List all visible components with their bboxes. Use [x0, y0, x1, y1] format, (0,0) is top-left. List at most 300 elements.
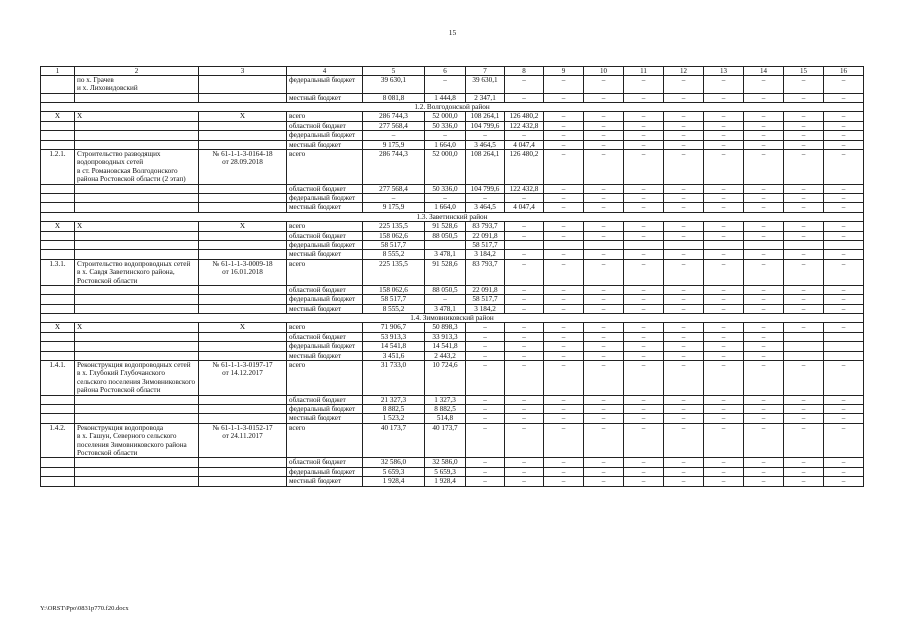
funding-source: всего: [287, 150, 363, 185]
value-cell: –: [824, 414, 864, 423]
expertise-conclusion: № 61-1-1-3-0009-18 от 16.01.2018: [199, 259, 287, 285]
value-cell: –: [824, 323, 864, 332]
value-cell: –: [664, 150, 704, 185]
object-name: по х. Грачев и х. Лиховидовский: [75, 76, 199, 94]
value-cell: –: [544, 76, 584, 94]
value-cell: –: [664, 93, 704, 102]
value-cell: –: [624, 285, 664, 294]
value-cell: –: [704, 140, 744, 149]
value-cell: [824, 332, 864, 341]
value-cell: –: [704, 231, 744, 240]
value-cell: [664, 240, 704, 249]
value-cell: –: [824, 405, 864, 414]
value-cell: –: [784, 423, 824, 458]
funding-source: всего: [287, 360, 363, 395]
value-cell: 50 336,0: [425, 121, 466, 130]
table-row: [41, 323, 864, 332]
column-header: 4: [287, 67, 363, 76]
value-cell: –: [784, 458, 824, 467]
value-cell: –: [584, 231, 624, 240]
value-cell: –: [664, 121, 704, 130]
table-row: [41, 477, 864, 486]
column-header: 13: [704, 67, 744, 76]
value-cell: 8 882,5: [363, 405, 425, 414]
value-cell: –: [824, 131, 864, 140]
value-cell: 53 913,3: [363, 332, 425, 341]
value-cell: –: [466, 332, 505, 341]
value-cell: –: [544, 140, 584, 149]
value-cell: –: [824, 259, 864, 285]
value-cell: 71 906,7: [363, 323, 425, 332]
value-cell: –: [704, 323, 744, 332]
value-cell: 83 793,7: [466, 222, 505, 231]
object-name: [75, 231, 199, 240]
value-cell: 126 480,2: [505, 112, 544, 121]
value-cell: –: [466, 467, 505, 476]
table-row: [41, 342, 864, 351]
value-cell: –: [624, 342, 664, 351]
value-cell: –: [584, 458, 624, 467]
value-cell: –: [824, 231, 864, 240]
value-cell: –: [784, 477, 824, 486]
value-cell: 3 478,1: [425, 250, 466, 259]
value-cell: –: [624, 467, 664, 476]
item-number: [41, 131, 75, 140]
column-header: 14: [744, 67, 784, 76]
value-cell: –: [744, 140, 784, 149]
value-cell: 277 568,4: [363, 184, 425, 193]
value-cell: –: [744, 342, 784, 351]
value-cell: –: [784, 231, 824, 240]
funding-source: всего: [287, 323, 363, 332]
table-row: [41, 222, 864, 231]
value-cell: –: [624, 150, 664, 185]
value-cell: –: [466, 395, 505, 404]
value-cell: –: [624, 423, 664, 458]
value-cell: –: [704, 259, 744, 285]
value-cell: –: [505, 342, 544, 351]
value-cell: –: [704, 93, 744, 102]
funding-source: местный бюджет: [287, 250, 363, 259]
value-cell: –: [744, 93, 784, 102]
funding-source: всего: [287, 259, 363, 285]
value-cell: –: [544, 360, 584, 395]
value-cell: –: [824, 203, 864, 212]
value-cell: [784, 332, 824, 341]
value-cell: –: [704, 295, 744, 304]
object-name: [75, 184, 199, 193]
expertise-conclusion: [199, 231, 287, 240]
item-number: [41, 351, 75, 360]
value-cell: –: [744, 423, 784, 458]
item-number: [41, 477, 75, 486]
value-cell: –: [466, 405, 505, 414]
value-cell: –: [624, 131, 664, 140]
value-cell: –: [505, 285, 544, 294]
value-cell: –: [584, 332, 624, 341]
value-cell: –: [784, 405, 824, 414]
value-cell: 22 091,8: [466, 231, 505, 240]
expertise-conclusion: X: [199, 112, 287, 121]
value-cell: 104 799,6: [466, 184, 505, 193]
table-row: [41, 203, 864, 212]
value-cell: –: [363, 194, 425, 203]
value-cell: –: [624, 184, 664, 193]
object-name: [75, 304, 199, 313]
value-cell: [784, 351, 824, 360]
column-header: 5: [363, 67, 425, 76]
value-cell: –: [624, 259, 664, 285]
value-cell: –: [784, 259, 824, 285]
value-cell: –: [505, 295, 544, 304]
funding-source: областной бюджет: [287, 184, 363, 193]
value-cell: 40 173,7: [363, 423, 425, 458]
footer-path: Y:\ORST\Ppo\0831p770.f20.docx: [40, 605, 129, 612]
table-row: [41, 76, 864, 94]
item-number: [41, 467, 75, 476]
value-cell: 88 050,5: [425, 231, 466, 240]
section-heading: 1.3. Заветинский район: [41, 212, 864, 221]
value-cell: 8 555,2: [363, 304, 425, 313]
value-cell: –: [704, 131, 744, 140]
value-cell: –: [624, 332, 664, 341]
value-cell: –: [624, 405, 664, 414]
object-name: [75, 295, 199, 304]
funding-source: федеральный бюджет: [287, 76, 363, 94]
value-cell: –: [624, 140, 664, 149]
section-heading: 1.2. Волгодонской район: [41, 103, 864, 112]
table-row: [41, 259, 864, 285]
value-cell: –: [584, 184, 624, 193]
value-cell: 9 175,9: [363, 140, 425, 149]
value-cell: –: [584, 93, 624, 102]
item-number: [41, 250, 75, 259]
value-cell: 1 444,8: [425, 93, 466, 102]
value-cell: –: [704, 194, 744, 203]
value-cell: 91 528,6: [425, 222, 466, 231]
value-cell: –: [824, 222, 864, 231]
expertise-conclusion: [199, 304, 287, 313]
value-cell: –: [544, 231, 584, 240]
value-cell: [824, 342, 864, 351]
value-cell: –: [624, 360, 664, 395]
value-cell: –: [704, 351, 744, 360]
table-row: [41, 295, 864, 304]
value-cell: –: [784, 184, 824, 193]
value-cell: –: [704, 342, 744, 351]
value-cell: –: [584, 405, 624, 414]
value-cell: –: [624, 351, 664, 360]
value-cell: –: [584, 285, 624, 294]
value-cell: –: [544, 295, 584, 304]
item-number: [41, 184, 75, 193]
value-cell: 58 517,7: [466, 240, 505, 249]
value-cell: 32 586,0: [425, 458, 466, 467]
object-name: [75, 342, 199, 351]
value-cell: –: [544, 250, 584, 259]
value-cell: –: [704, 203, 744, 212]
value-cell: –: [363, 131, 425, 140]
item-number: 1.4.2.: [41, 423, 75, 458]
value-cell: –: [584, 259, 624, 285]
item-number: [41, 414, 75, 423]
value-cell: –: [744, 323, 784, 332]
object-name: X: [75, 112, 199, 121]
column-header: 8: [505, 67, 544, 76]
value-cell: –: [544, 194, 584, 203]
value-cell: –: [505, 458, 544, 467]
value-cell: 8 882,5: [425, 405, 466, 414]
item-number: [41, 76, 75, 94]
table-row: [41, 240, 864, 249]
table-row: [41, 140, 864, 149]
value-cell: –: [664, 423, 704, 458]
value-cell: –: [505, 250, 544, 259]
value-cell: 21 327,3: [363, 395, 425, 404]
value-cell: 108 264,1: [466, 150, 505, 185]
value-cell: –: [466, 423, 505, 458]
value-cell: –: [624, 395, 664, 404]
value-cell: 225 135,5: [363, 259, 425, 285]
value-cell: –: [466, 323, 505, 332]
value-cell: 3 464,5: [466, 140, 505, 149]
value-cell: –: [584, 414, 624, 423]
value-cell: –: [784, 285, 824, 294]
funding-source: областной бюджет: [287, 121, 363, 130]
value-cell: –: [784, 250, 824, 259]
value-cell: 91 528,6: [425, 259, 466, 285]
value-cell: –: [466, 194, 505, 203]
value-cell: –: [505, 332, 544, 341]
value-cell: –: [824, 140, 864, 149]
value-cell: 50 898,3: [425, 323, 466, 332]
item-number: [41, 203, 75, 212]
value-cell: –: [784, 323, 824, 332]
value-cell: 225 135,5: [363, 222, 425, 231]
value-cell: –: [584, 250, 624, 259]
value-cell: 31 733,0: [363, 360, 425, 395]
expertise-conclusion: [199, 203, 287, 212]
column-header: 16: [824, 67, 864, 76]
funding-source: федеральный бюджет: [287, 467, 363, 476]
value-cell: –: [784, 150, 824, 185]
funding-source: федеральный бюджет: [287, 131, 363, 140]
value-cell: –: [544, 222, 584, 231]
value-cell: 1 928,4: [363, 477, 425, 486]
value-cell: –: [704, 423, 744, 458]
value-cell: –: [784, 194, 824, 203]
value-cell: –: [584, 423, 624, 458]
value-cell: –: [624, 93, 664, 102]
value-cell: –: [704, 458, 744, 467]
value-cell: [624, 240, 664, 249]
value-cell: –: [664, 295, 704, 304]
funding-source: всего: [287, 112, 363, 121]
value-cell: –: [624, 477, 664, 486]
value-cell: 40 173,7: [425, 423, 466, 458]
item-number: 1.2.1.: [41, 150, 75, 185]
value-cell: 58 517,7: [363, 240, 425, 249]
column-header: 1: [41, 67, 75, 76]
value-cell: –: [505, 477, 544, 486]
value-cell: 286 744,3: [363, 150, 425, 185]
page-number: 15: [448, 28, 457, 37]
value-cell: –: [425, 194, 466, 203]
value-cell: –: [664, 112, 704, 121]
value-cell: –: [505, 323, 544, 332]
value-cell: –: [505, 259, 544, 285]
table-row: [41, 93, 864, 102]
value-cell: –: [744, 231, 784, 240]
item-number: [41, 458, 75, 467]
value-cell: 104 799,6: [466, 121, 505, 130]
value-cell: 5 659,3: [425, 467, 466, 476]
value-cell: –: [664, 285, 704, 294]
value-cell: –: [664, 194, 704, 203]
value-cell: –: [824, 423, 864, 458]
funding-source: областной бюджет: [287, 285, 363, 294]
value-cell: –: [584, 295, 624, 304]
value-cell: –: [664, 140, 704, 149]
value-cell: –: [584, 112, 624, 121]
value-cell: –: [824, 458, 864, 467]
value-cell: –: [584, 467, 624, 476]
value-cell: –: [784, 360, 824, 395]
value-cell: 14 541,8: [363, 342, 425, 351]
value-cell: –: [664, 342, 704, 351]
funding-source: федеральный бюджет: [287, 194, 363, 203]
value-cell: –: [584, 131, 624, 140]
value-cell: –: [784, 131, 824, 140]
value-cell: –: [466, 351, 505, 360]
value-cell: –: [505, 222, 544, 231]
object-name: [75, 405, 199, 414]
value-cell: –: [466, 131, 505, 140]
object-name: [75, 414, 199, 423]
value-cell: –: [584, 150, 624, 185]
item-number: [41, 93, 75, 102]
value-cell: –: [784, 121, 824, 130]
value-cell: –: [744, 203, 784, 212]
value-cell: –: [505, 405, 544, 414]
value-cell: –: [505, 360, 544, 395]
value-cell: 1 664,0: [425, 203, 466, 212]
value-cell: –: [544, 304, 584, 313]
value-cell: –: [544, 93, 584, 102]
value-cell: 58 517,7: [466, 295, 505, 304]
table-row: [41, 467, 864, 476]
value-cell: –: [544, 121, 584, 130]
object-name: [75, 194, 199, 203]
expertise-conclusion: [199, 405, 287, 414]
value-cell: –: [704, 250, 744, 259]
object-name: Строительство водопроводных сетей в х. Савдя Заветинского района, Ростовской области: [75, 259, 199, 285]
expertise-conclusion: № 61-1-1-3-0197-17 от 14.12.2017: [199, 360, 287, 395]
value-cell: 39 630,1: [363, 76, 425, 94]
value-cell: –: [584, 304, 624, 313]
value-cell: –: [584, 342, 624, 351]
value-cell: –: [544, 323, 584, 332]
value-cell: 14 541,8: [425, 342, 466, 351]
value-cell: 8 081,8: [363, 93, 425, 102]
value-cell: 158 062,6: [363, 231, 425, 240]
value-cell: –: [664, 405, 704, 414]
section-heading-row: [41, 103, 864, 112]
expertise-conclusion: [199, 76, 287, 94]
value-cell: 1 523,2: [363, 414, 425, 423]
value-cell: –: [744, 304, 784, 313]
item-number: [41, 405, 75, 414]
value-cell: 33 913,3: [425, 332, 466, 341]
value-cell: –: [664, 184, 704, 193]
value-cell: –: [824, 194, 864, 203]
item-number: [41, 395, 75, 404]
value-cell: –: [584, 222, 624, 231]
value-cell: –: [664, 231, 704, 240]
value-cell: –: [824, 295, 864, 304]
expertise-conclusion: [199, 342, 287, 351]
value-cell: –: [624, 231, 664, 240]
item-number: [41, 295, 75, 304]
value-cell: –: [744, 467, 784, 476]
value-cell: –: [664, 259, 704, 285]
value-cell: –: [466, 360, 505, 395]
item-number: [41, 240, 75, 249]
value-cell: [744, 240, 784, 249]
value-cell: –: [784, 414, 824, 423]
value-cell: –: [544, 395, 584, 404]
value-cell: –: [744, 184, 784, 193]
value-cell: –: [544, 405, 584, 414]
value-cell: –: [544, 332, 584, 341]
table-body: [41, 67, 864, 487]
value-cell: 58 517,7: [363, 295, 425, 304]
table-row: [41, 332, 864, 341]
value-cell: [704, 240, 744, 249]
column-header: 12: [664, 67, 704, 76]
value-cell: 10 724,6: [425, 360, 466, 395]
funding-source: федеральный бюджет: [287, 240, 363, 249]
value-cell: –: [505, 76, 544, 94]
value-cell: –: [624, 250, 664, 259]
value-cell: –: [624, 194, 664, 203]
expertise-conclusion: [199, 458, 287, 467]
expertise-conclusion: № 61-1-1-3-0152-17 от 24.11.2017: [199, 423, 287, 458]
object-name: [75, 240, 199, 249]
budget-table: [40, 66, 864, 487]
value-cell: 3 184,2: [466, 250, 505, 259]
funding-source: местный бюджет: [287, 93, 363, 102]
value-cell: –: [744, 295, 784, 304]
expertise-conclusion: [199, 240, 287, 249]
value-cell: [544, 240, 584, 249]
value-cell: 3 184,2: [466, 304, 505, 313]
object-name: Реконструкция водопроводных сетей в х. Глубокий Глубочанского сельского поселения Зимовниковского района Ростовской области: [75, 360, 199, 395]
value-cell: –: [704, 222, 744, 231]
value-cell: –: [744, 112, 784, 121]
column-header: 6: [425, 67, 466, 76]
value-cell: –: [505, 131, 544, 140]
value-cell: –: [664, 414, 704, 423]
value-cell: –: [824, 360, 864, 395]
value-cell: –: [664, 250, 704, 259]
value-cell: –: [744, 285, 784, 294]
value-cell: –: [466, 477, 505, 486]
item-number: [41, 121, 75, 130]
value-cell: –: [584, 395, 624, 404]
value-cell: –: [704, 112, 744, 121]
value-cell: –: [664, 458, 704, 467]
